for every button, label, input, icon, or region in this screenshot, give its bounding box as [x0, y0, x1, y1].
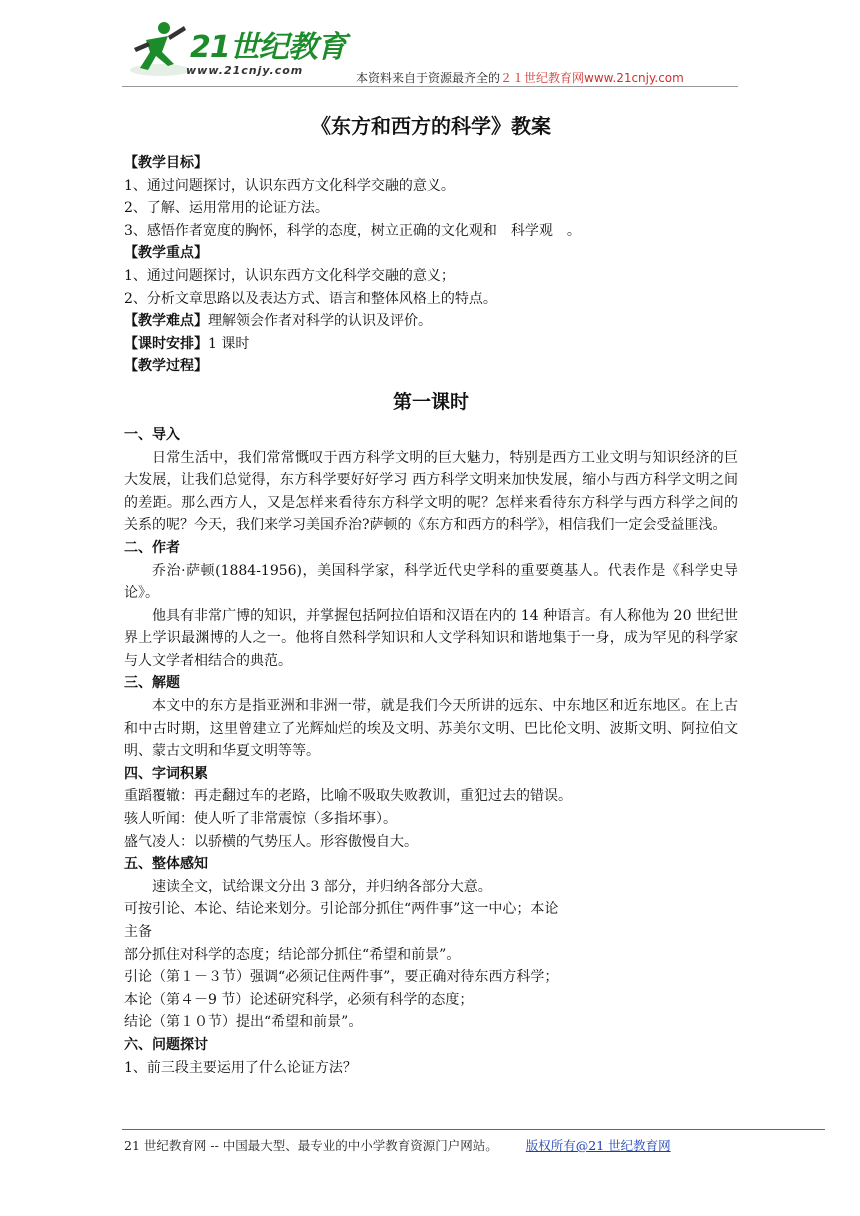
focus-heading: 【教学重点】: [124, 245, 208, 262]
schedule-text: 1 课时: [208, 335, 250, 352]
lesson-title: 第一课时: [392, 390, 469, 413]
goal-item: 1、通过问题探讨，认识东西方文化科学交融的意义。: [124, 177, 455, 194]
discussion-question: 1、前三段主要运用了什么论证方法？: [124, 1059, 357, 1076]
difficulty-row: [124, 310, 738, 333]
difficulty-text: 理解领会作者对科学的认识及评价。: [208, 313, 432, 330]
goals-heading: 【教学目标】: [124, 155, 208, 171]
process-heading: 【教学过程】: [124, 358, 208, 375]
overview-paragraph: 速读全文，试给课文分出 3 部分，并归纳各部分大意。: [152, 878, 492, 895]
vocab-item: 重蹈覆辙：再走翻过车的老路，比喻不吸取失败教训，重犯过去的错误。: [124, 788, 572, 805]
logo-text: 21世纪教育: [190, 30, 346, 65]
vocab-item: 盛气凌人：以骄横的气势压人。形容傲慢自大。: [124, 833, 418, 850]
page-header: [0, 0, 860, 92]
section-heading-explain: 三、解题: [124, 675, 180, 692]
document-title: 《东方和西方的科学》教案: [311, 114, 551, 138]
section-heading-overview: 五、整体感知: [124, 856, 208, 873]
overview-line: 主备: [124, 924, 152, 940]
focus-item: 2、分析文章思路以及表达方式、语言和整体风格上的特点。: [124, 290, 497, 307]
page-footer: [124, 1136, 671, 1154]
header-note-url[interactable]: www.21cnjy.com: [584, 71, 684, 85]
header-note-prefix: 本资料来自于资源最齐全的: [356, 71, 501, 85]
footer-divider: [122, 1129, 825, 1130]
header-divider: [122, 86, 738, 87]
header-note: [356, 69, 684, 86]
logo-url: www.21cnjy.com: [186, 64, 304, 77]
footer-text: 21 世纪教育网 -- 中国最大型、最专业的中小学教育资源门户网站。: [124, 1138, 498, 1153]
goal-item: 3、感悟作者宽度的胸怀，科学的态度，树立正确的文化观和 科学观 。: [124, 222, 581, 239]
header-note-brand[interactable]: ２１世纪教育网: [500, 71, 585, 85]
overview-line: 可按引论、本论、结论来划分。引论部分抓住“两件事”这一中心；本论: [124, 901, 559, 918]
schedule-heading: 【课时安排】: [124, 335, 208, 352]
goal-item: 2、了解、运用常用的论证方法。: [124, 200, 329, 217]
section-heading-author: 二、作者: [124, 539, 180, 556]
section-heading-vocab: 四、字词积累: [124, 765, 208, 782]
overview-line: 本论（第４－9 节）论述研究科学，必须有科学的态度；: [124, 991, 474, 1008]
focus-item: 1、通过问题探讨，认识东西方文化科学交融的意义；: [124, 267, 455, 284]
overview-line: 部分抓住对科学的态度；结论部分抓住“希望和前景”。: [124, 946, 461, 963]
author-paragraph: 他具有非常广博的知识，并掌握包括阿拉伯语和汉语在内的 14 种语言。有人称他为 20 世纪世界上学识最渊博的人之一。他将自然科学知识和人文学科知识和谐地集于一身，成为罕见的科学家与人文学者相结合的典范。: [124, 607, 738, 669]
copyright-link[interactable]: 版权所有@21 世纪教育网: [525, 1138, 671, 1153]
explain-paragraph: 本文中的东方是指亚洲和非洲一带，就是我们今天所讲的远东、中东地区和近东地区。在上古和中古时期，这里曾建立了光辉灿烂的埃及文明、苏美尔文明、巴比伦文明、波斯文明、阿拉伯文明、蒙古文明和华夏文明等等。: [124, 698, 738, 760]
site-logo[interactable]: [124, 18, 344, 82]
document-body: [124, 112, 738, 1079]
author-paragraph: 乔治·萨顿(1884-1956)，美国科学家，科学近代史学科的重要奠基人。代表作是《科学史导论》。: [124, 562, 738, 602]
runner-logo-icon: [124, 18, 194, 82]
section-heading-discussion: 六、问题探讨: [124, 1036, 208, 1053]
vocab-item: 骇人听闻：使人听了非常震惊（多指坏事）。: [124, 811, 397, 828]
overview-line: 引论（第１－３节）强调“必须记住两件事”，要正确对待东西方科学；: [124, 969, 559, 986]
difficulty-heading: 【教学难点】: [124, 313, 208, 330]
section-heading-intro: 一、导入: [124, 426, 180, 443]
intro-paragraph: 日常生活中，我们常常慨叹于西方科学文明的巨大魅力，特别是西方工业文明与知识经济的巨大发展，让我们总觉得，东方科学要好好学习 西方科学文明来加快发展，缩小与西方科学文明之间的差距。那么西方人，又是怎样来看待东方科学文明的呢？怎样来看待东方科学与西方科学之间的关系的呢？今天，我们来学习美国乔治?萨顿的《东方和西方的科学》，相信我们一定会受益匪浅。: [124, 449, 738, 534]
schedule-row: [124, 333, 738, 356]
overview-line: 结论（第１０节）提出“希望和前景”。: [124, 1014, 363, 1031]
